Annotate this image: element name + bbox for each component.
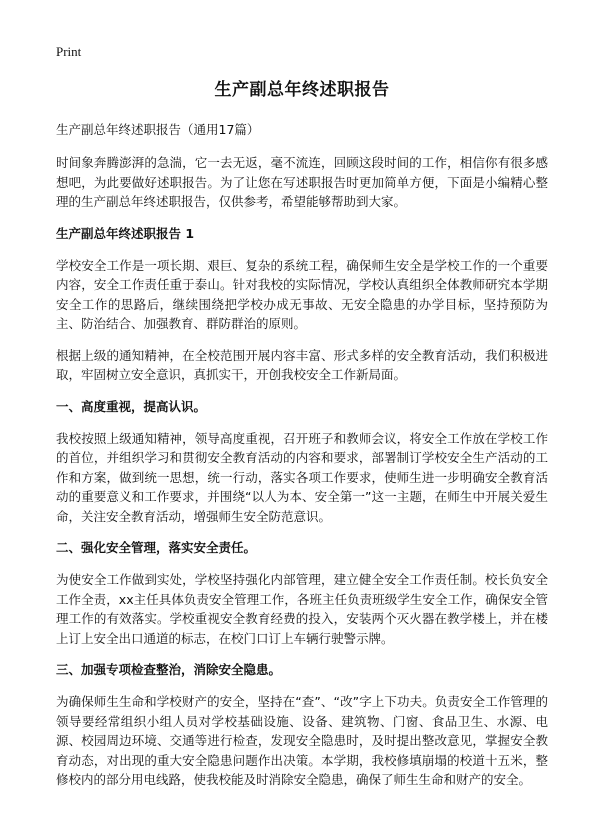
print-link[interactable]: Print — [56, 44, 82, 59]
body-paragraph: 学校安全工作是一项长期、艰巨、复杂的系统工程，确保师生安全是学校工作的一个重要内容，安全工作责任重于泰山。针对我校的实际情况，学校认真组织全体教师研究本学期安全工作的思路后，继续围绕把学校办成无事故、无安全隐患的办学目标，坚持预防为主、防治结合、加强教育、群防群治的原则。 — [56, 257, 548, 331]
section-paragraph: 我校按照上级通知精神，领导高度重视，召开班子和教师会议，将安全工作放在学校工作的首位，并组织学习和贯彻安全教育活动的内容和要求，部署制订学校安全生产活动的工作和方案，做到统一思想，统一行动，落实各项工作要求，使师生进一步明确安全教育活动的重要意义和工作要求，并围绕“以人为本、安全第一”这一主题，在师生中开展关爱生命，关注安全教育活动，增强师生安全防范意识。 — [56, 430, 548, 524]
section-heading: 二、强化安全管理，落实安全责任。 — [56, 540, 257, 555]
section-paragraph: 为确保师生生命和学校财产的安全，坚持在“查”、“改”字上下功夫。负责安全工作管理的领导要经常组织小组人员对学校基础设施、设备、建筑物、门窗、食品卫生、水源、电源、校园周边环境、交通等进行检查，发现安全隐患时，及时提出整改意见，掌握安全教育动态，对出现的重大安全隐患问题作出决策。本学期，我校修填崩塌的校道十五米，整修校内的部分用电线路，使我校能及时消除安全隐患，确保了师生生命和财产的安全。 — [56, 694, 548, 787]
intro-paragraph: 时间象奔腾澎湃的急湍，它一去无返，毫不流连，回顾这段时间的工作，相信你有很多感想吧，为此要做好述职报告。为了让您在写述职报告时更加简单方便，下面是小编精心整理的生产副总年终述职报告，仅供参考，希望能够帮助到大家。 — [56, 155, 548, 209]
section-heading: 三、加强专项检查整治，消除安全隐患。 — [56, 662, 282, 677]
document-subtitle: 生产副总年终述职报告（通用17篇） — [56, 122, 260, 137]
section-heading: 一、高度重视，提高认识。 — [56, 398, 207, 414]
body-paragraph: 根据上级的通知精神，在全校范围开展内容丰富、形式多样的安全教育活动，我们积极进取，牢固树立安全意识，真抓实干，开创我校安全工作新局面。 — [56, 347, 548, 382]
document-body — [56, 78, 548, 802]
section-paragraph: 为使安全工作做到实处，学校坚持强化内部管理，建立健全安全工作责任制。校长负安全工作全责，xx主任具体负责安全管理工作，各班主任负责班级学生安全工作，确保安全管理工作的有效落实。学校重视安全教育经费的投入，安装两个灭火器在教学楼上，并在楼上订上安全出口通道的标志，在校门口订上车辆行驶警示牌。 — [56, 572, 548, 646]
article-heading: 生产副总年终述职报告 1 — [56, 225, 195, 241]
document-title: 生产副总年终述职报告 — [214, 80, 390, 100]
